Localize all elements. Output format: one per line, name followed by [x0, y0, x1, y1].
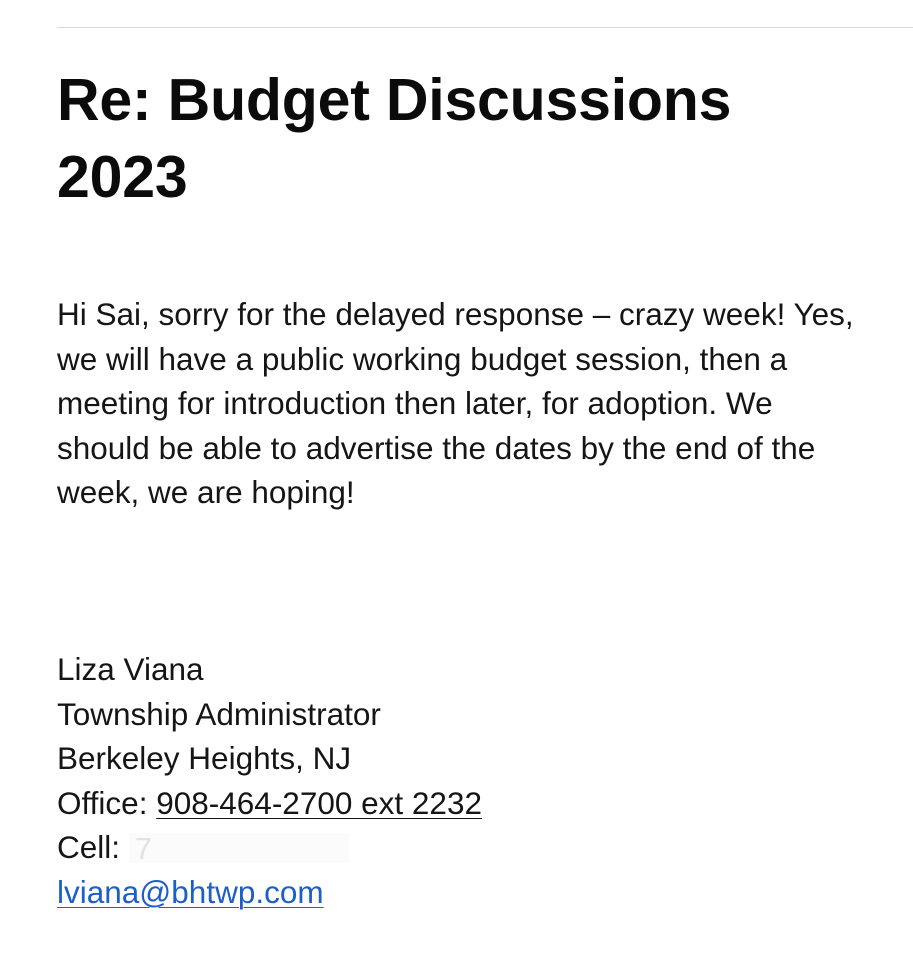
email-body: Hi Sai, sorry for the delayed response – crazy week! Yes, we will have a public working budget session, then a meeting for introduction then later, for adoption. We should be able to advertise the dates by the end of the week, we are hoping! [57, 296, 854, 510]
signature-title: Township Administrator [57, 695, 381, 732]
signature-cell-line [57, 825, 857, 870]
redacted-cell-number [129, 831, 349, 866]
cell-label: Cell: [57, 829, 129, 865]
signature-office-line [57, 781, 857, 826]
signature-email-line [57, 870, 857, 915]
cell-visible-fragment: 7 [134, 831, 153, 866]
header-divider [57, 27, 913, 28]
office-phone-link[interactable]: 908-464-2700 ext 2232 [156, 784, 482, 821]
email-signature [57, 647, 857, 914]
office-label: Office: [57, 784, 157, 821]
signature-name: Liza Viana [57, 651, 204, 687]
email-address-link[interactable]: lviana@bhtwp.com [57, 873, 324, 910]
signature-location: Berkeley Heights, NJ [57, 740, 352, 776]
email-subject: Re: Budget Discussions 2023 [57, 67, 732, 210]
